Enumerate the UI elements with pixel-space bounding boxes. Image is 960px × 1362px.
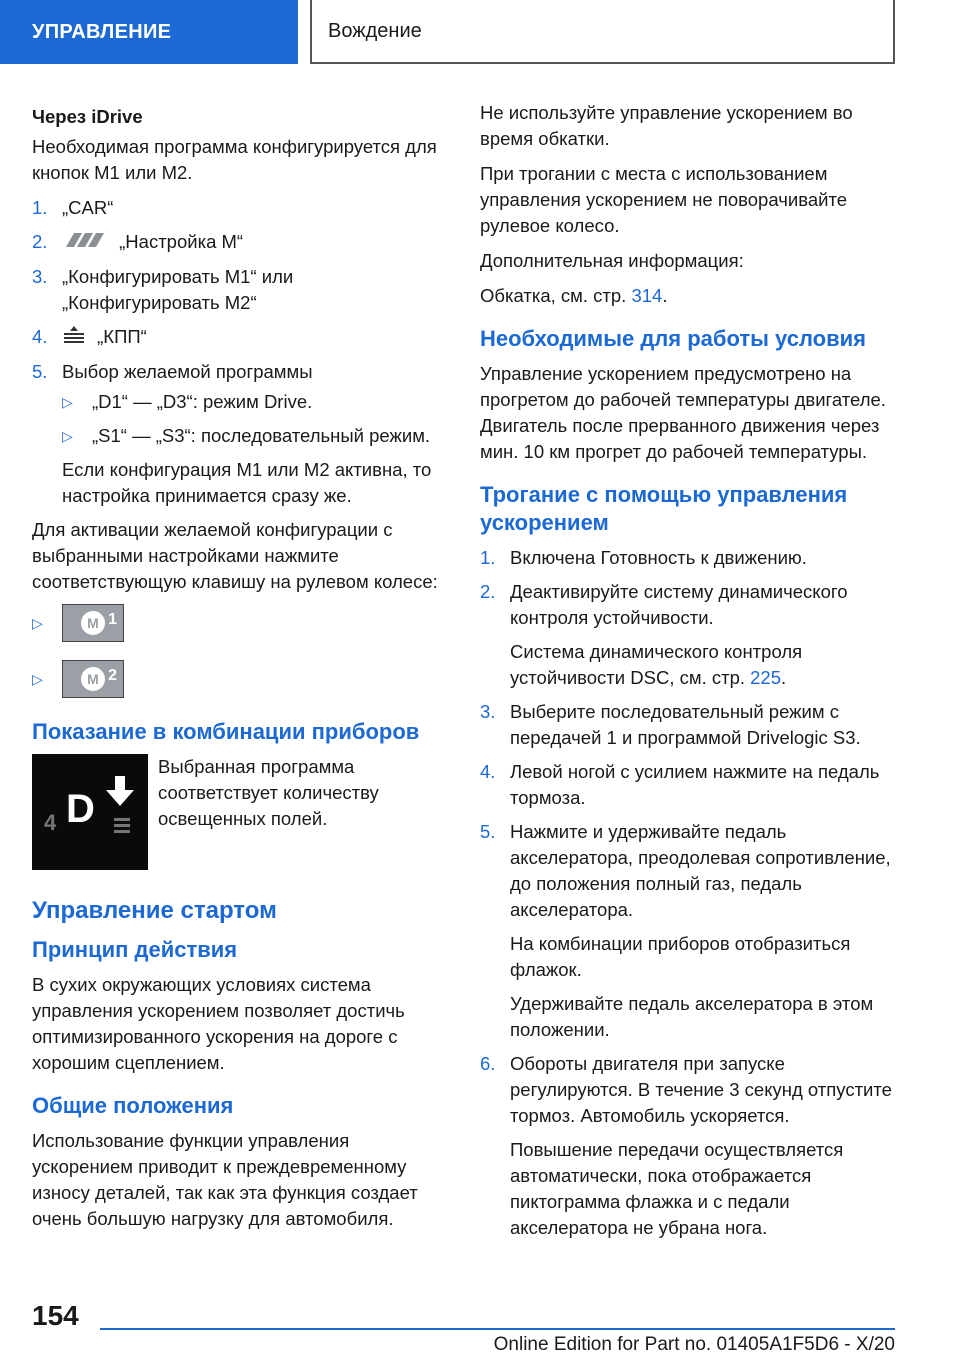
gearbox-icon (62, 325, 86, 351)
step-text: Обороты двигателя при запуске регулируются. В течение 3 секунд отпустите тормоз. Автомобиль ускоряется. (510, 1053, 892, 1126)
general-heading: Общие положения (32, 1093, 234, 1119)
breakin-reference (480, 283, 900, 309)
triangle-bullet-icon: ▷ (32, 615, 43, 632)
step-number: 3. (480, 701, 496, 722)
list-item (32, 359, 450, 509)
list-item (480, 819, 900, 1043)
step5-note1: На комбинации приборов отобразиться флажок. (510, 933, 851, 980)
list-item (480, 699, 900, 751)
step-text: Нажмите и удерживайте педаль акселератора, преодолевая сопротивление, до положения полный газ, педаль акселератора. (510, 821, 891, 920)
triangle-bullet-icon: ▷ (62, 394, 73, 411)
step-text: „Настройка M“ (119, 231, 244, 252)
bullet-text: „S1“ — „S3“: последовательный режим. (92, 425, 431, 447)
step-text: „КПП“ (97, 326, 147, 348)
principle-heading: Принцип действия (32, 937, 238, 963)
drive-display-icon (32, 754, 148, 870)
step-text: Выбор желаемой программы (62, 361, 313, 383)
list-item (480, 759, 900, 811)
step-number: 3. (32, 266, 48, 288)
triangle-bullet-icon: ▷ (32, 671, 43, 688)
principle-text: В сухих окружающих условиях система управления ускорением позволяет достичь оптимизированного ускорения на дороге с хорошим сцеплением. (32, 974, 405, 1074)
step-number: 4. (32, 326, 48, 348)
m1-button-icon (62, 604, 124, 642)
note-text: Система динамического контроля устойчивости DSC, см. стр. (510, 641, 803, 688)
step-text: „Конфигурировать M1“ или „Конфигурировать M2“ (62, 266, 294, 314)
idrive-steps (32, 195, 450, 509)
step-text: „CAR“ (62, 197, 114, 218)
idrive-subhead: Через iDrive (32, 106, 143, 127)
step-number: 1. (480, 547, 496, 568)
activation-text: Для активации желаемой конфигурации с выбранными настройками нажмите соответствующую клавишу на рулевом колесе: (32, 519, 438, 593)
step-text: Деактивируйте систему динамического контроля устойчивости. (510, 581, 848, 628)
arrow-down-icon (104, 776, 136, 846)
m-superscript: 1 (108, 611, 117, 629)
reference-suffix: . (662, 285, 668, 306)
step6-note: Повышение передачи осуществляется автоматически, пока отображается пиктограмма флажка и с педали акселератора не убрана нога. (510, 1139, 844, 1238)
display-gear-letter: D (66, 787, 95, 832)
triangle-bullet-icon: ▷ (62, 428, 73, 445)
chapter-header (310, 0, 895, 64)
list-item (32, 229, 450, 256)
step-number: 5. (480, 821, 496, 842)
list-item (480, 545, 900, 571)
display-section (32, 754, 450, 870)
section-title: УПРАВЛЕНИЕ (32, 20, 172, 43)
step-text: Выберите последовательный режим с передачей 1 и программой Drivelogic S3. (510, 701, 861, 748)
footer-divider (100, 1328, 895, 1330)
list-item (480, 579, 900, 691)
list-item (62, 423, 450, 449)
m2-button-icon (62, 660, 124, 698)
display-gear-number: 4 (44, 810, 57, 836)
list-item (32, 264, 450, 316)
step-number: 2. (480, 581, 496, 602)
conditions-text: Управление ускорением предусмотрено на прогретом до рабочей температуры двигателе. Двигатель после прерванного движения через мин. 10 км прогрет до рабочей температуры. (480, 363, 886, 462)
list-item (480, 1051, 900, 1241)
chapter-title: Вождение (328, 19, 422, 42)
page-link-225[interactable]: 225 (750, 667, 782, 688)
list-item (32, 324, 450, 351)
step5-note2: Удерживайте педаль акселератора в этом положении. (510, 993, 874, 1040)
display-text: Выбранная программа соответствует количеству освещенных полей. (158, 756, 379, 830)
display-heading: Показание в комбинации приборов (32, 719, 420, 745)
reference-text: Обкатка, см. стр. (480, 285, 632, 306)
breakin-warning: Не используйте управление ускорением во время обкатки. (480, 102, 853, 149)
step-text: Левой ногой с усилием нажмите на педаль тормоза. (510, 761, 880, 808)
conditions-heading: Необходимые для работы условия (480, 326, 866, 351)
step2-note (510, 639, 900, 691)
program-bullets (62, 389, 450, 449)
start-heading: Трогание с помощью управления ускорением (480, 482, 848, 535)
list-item (62, 389, 450, 415)
step-number: 5. (32, 361, 48, 383)
general-text: Использование функции управления ускорением приводит к преждевременному износу деталей, так как эта функция создает очень большую нагрузку для автомобиля. (32, 1130, 418, 1230)
page-link-314[interactable]: 314 (631, 285, 663, 306)
steering-warning: При трогании с места с использованием управления ускорением не поворачивайте рулевое колесо. (480, 163, 848, 236)
left-column (32, 100, 450, 1241)
m-settings-icon (62, 230, 108, 256)
launch-control-heading: Управление стартом (32, 897, 277, 925)
note-suffix: . (781, 667, 787, 688)
page-number: 154 (32, 1300, 79, 1331)
m-letter: M (81, 667, 105, 691)
more-info-label: Дополнительная информация: (480, 250, 744, 271)
step-number: 6. (480, 1053, 496, 1074)
m1-button-row (32, 604, 450, 646)
bullet-text: „D1“ — „D3“: режим Drive. (92, 391, 313, 413)
m-superscript: 2 (108, 667, 117, 685)
idrive-intro: Необходимая программа конфигурируется для кнопок M1 или M2. (32, 136, 437, 183)
list-item (32, 195, 450, 221)
step-number: 1. (32, 197, 48, 218)
step-number: 2. (32, 231, 48, 252)
right-column (480, 100, 900, 1249)
m2-button-row (32, 660, 450, 702)
edition-text: Online Edition for Part no. 01405A1F5D6 - X/20 (493, 1334, 895, 1355)
m-letter: M (81, 611, 105, 635)
step5-note: Если конфигурация M1 или M2 активна, то настройка принимается сразу же. (62, 459, 432, 507)
start-steps (480, 545, 900, 1241)
section-tab (0, 0, 298, 64)
step-number: 4. (480, 761, 496, 782)
step-text: Включена Готовность к движению. (510, 547, 807, 568)
